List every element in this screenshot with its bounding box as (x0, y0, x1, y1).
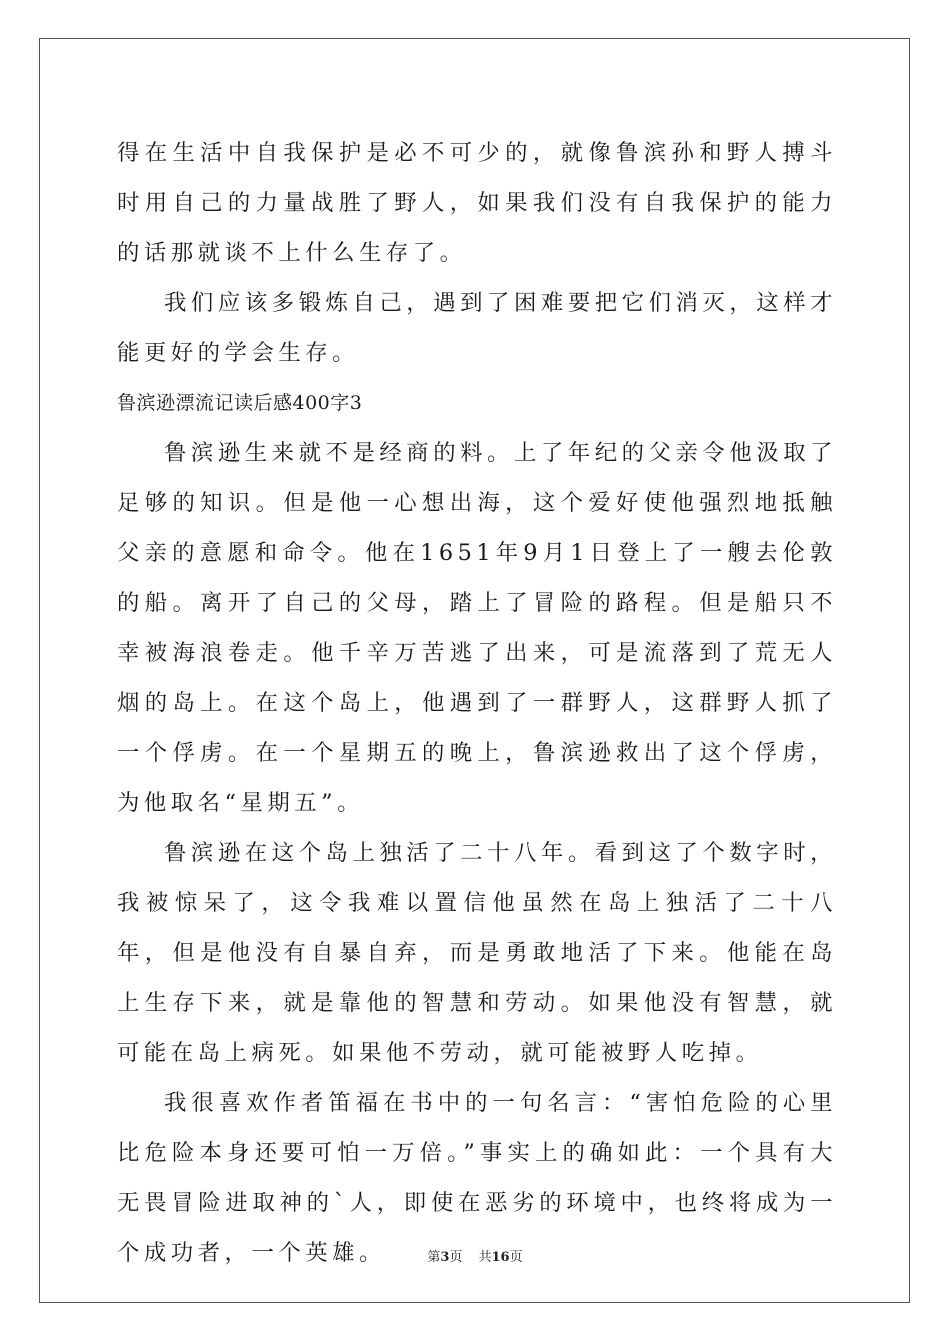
total-pages: 16 (491, 1250, 510, 1265)
document-body (117, 128, 837, 1278)
total-suffix: 页 (509, 1250, 523, 1265)
paragraph: 鲁滨逊在这个岛上独活了二十八年。看到这了个数字时，我被惊呆了，这令我难以置信他虽然在岛上独活了二十八年，但是他没有自暴自弃，而是勇敢地活了下来。他能在岛上生存下来，就是靠他的智慧和劳动。如果他没有智慧，就可能在岛上病死。如果他不劳动，就可能被野人吃掉。 (117, 840, 837, 1066)
page-footer (0, 1246, 950, 1265)
paragraph: 得在生活中自我保护是必不可少的，就像鲁滨孙和野人搏斗时用自己的力量战胜了野人，如果我们没有自我保护的能力的话那就谈不上什么生存了。 (117, 140, 837, 266)
paragraph: 鲁滨逊生来就不是经商的料。上了年纪的父亲令他汲取了足够的知识。但是他一心想出海，这个爱好使他强烈地抵触父亲的意愿和命令。他在1651年9月1日登上了一艘去伦敦的船。离开了自己的父母，踏上了冒险的路程。但是船只不幸被海浪卷走。他千辛万苦逃了出来，可是流落到了荒无人烟的岛上。在这个岛上，他遇到了一群野人，这群野人抓了一个俘虏。在一个星期五的晚上，鲁滨逊救出了这个俘虏，为他取名“星期五”。 (117, 440, 837, 816)
page-prefix: 第 (427, 1250, 441, 1265)
paragraph: 我们应该多锻炼自己，遇到了困难要把它们消灭，这样才能更好的学会生存。 (117, 290, 837, 366)
page-number: 3 (440, 1250, 450, 1265)
page-suffix: 页 (449, 1250, 463, 1265)
paragraph: 我很喜欢作者笛福在书中的一句名言：“害怕危险的心里比危险本身还要可怕一万倍。”事实上的确如此：一个具有大无畏冒险进取神的`人，即使在恶劣的环境中，也终将成为一个成功者，一个英雄。 (117, 1090, 837, 1266)
total-prefix: 共 (478, 1250, 492, 1265)
section-heading: 鲁滨逊漂流记读后感400字3 (117, 392, 363, 414)
